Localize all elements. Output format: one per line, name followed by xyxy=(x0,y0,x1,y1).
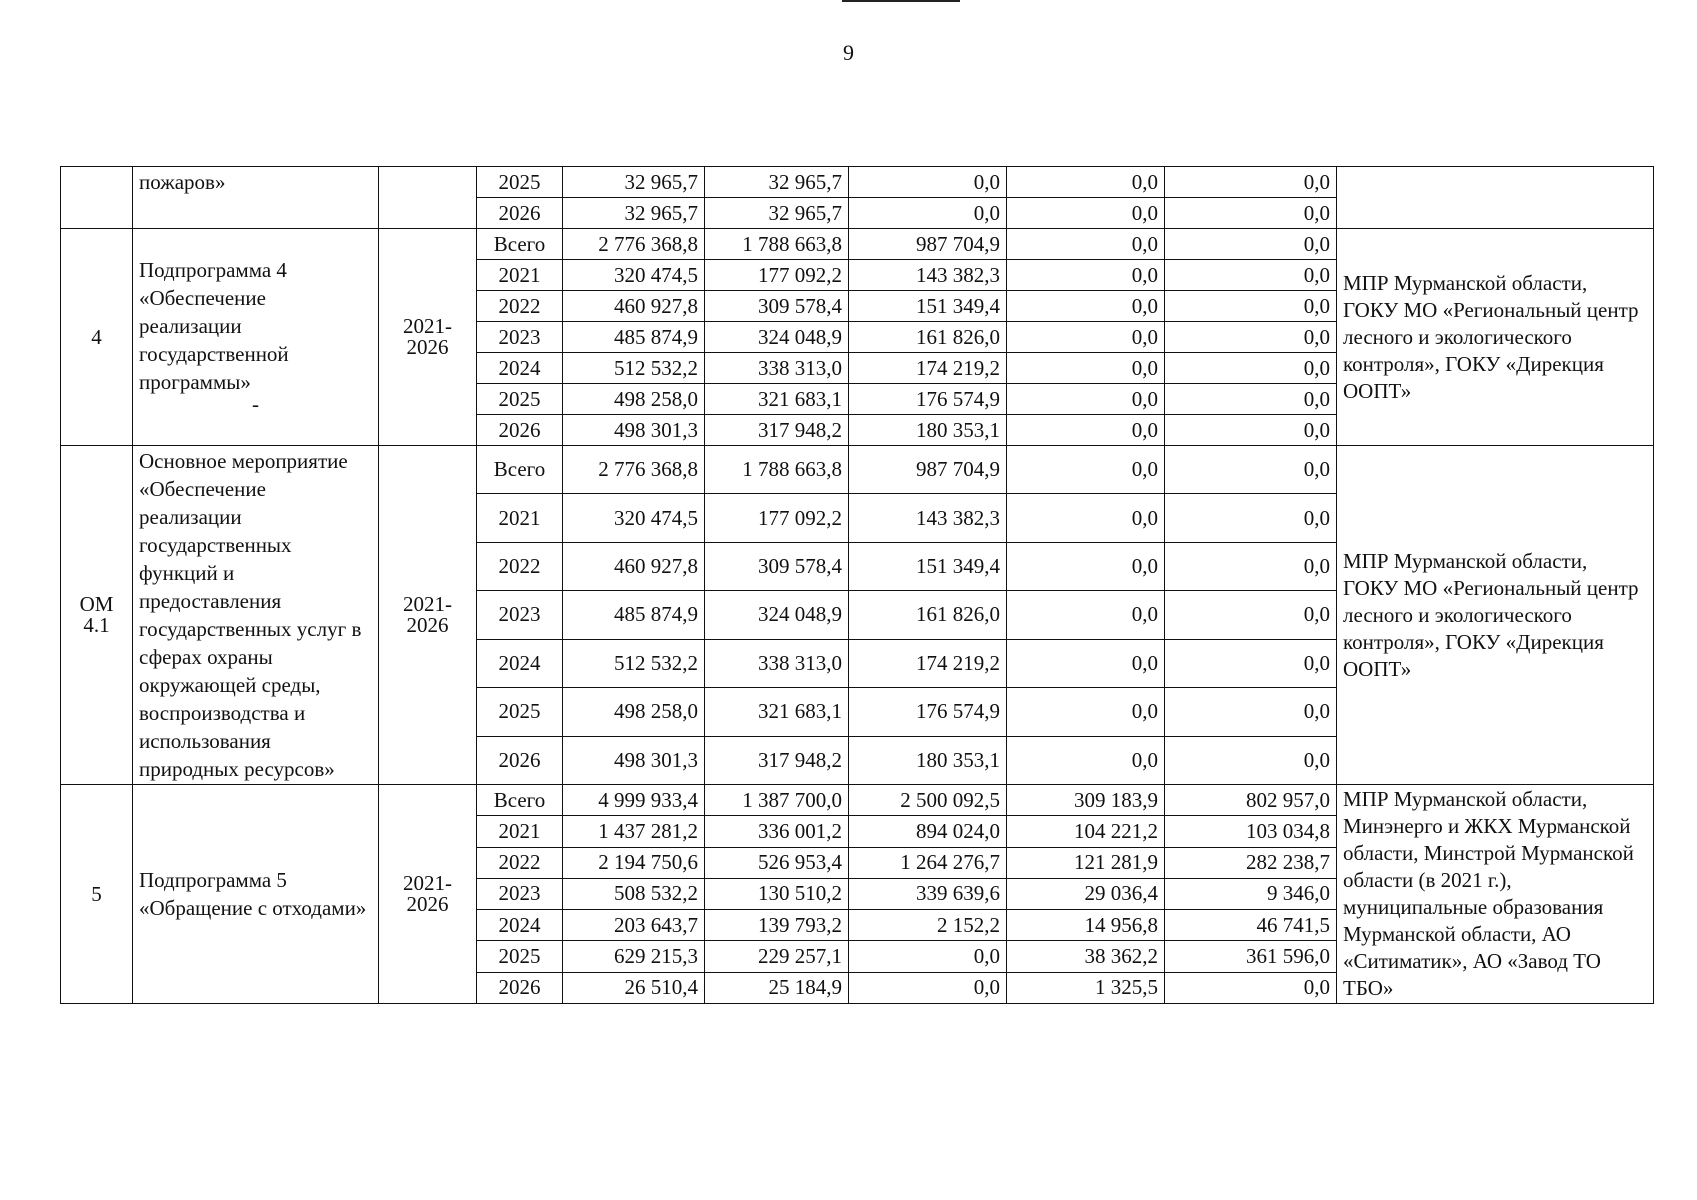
source-4-cell: 0,0 xyxy=(1165,353,1337,384)
source-2-cell: 174 219,2 xyxy=(849,639,1007,687)
source-2-cell: 0,0 xyxy=(849,941,1007,972)
source-4-cell: 0,0 xyxy=(1165,639,1337,687)
table-row xyxy=(61,785,1654,816)
source-4-cell: 0,0 xyxy=(1165,291,1337,322)
source-3-cell: 0,0 xyxy=(1007,446,1165,494)
source-2-cell: 0,0 xyxy=(849,167,1007,198)
source-2-cell: 143 382,3 xyxy=(849,494,1007,542)
row-number-cell xyxy=(61,167,133,229)
total-cell: 629 215,3 xyxy=(563,941,705,972)
year-cell: 2023 xyxy=(477,591,563,639)
source-4-cell: 0,0 xyxy=(1165,384,1337,415)
source-4-cell: 0,0 xyxy=(1165,260,1337,291)
year-cell: 2021 xyxy=(477,494,563,542)
year-cell: 2021 xyxy=(477,816,563,847)
name-mark: - xyxy=(252,392,259,416)
source-3-cell: 0,0 xyxy=(1007,167,1165,198)
table-row xyxy=(61,229,1654,260)
source-1-cell: 321 683,1 xyxy=(705,384,849,415)
source-3-cell: 1 325,5 xyxy=(1007,972,1165,1003)
source-2-cell: 161 826,0 xyxy=(849,591,1007,639)
year-cell: 2026 xyxy=(477,736,563,784)
source-1-cell: 317 948,2 xyxy=(705,736,849,784)
source-4-cell: 103 034,8 xyxy=(1165,816,1337,847)
year-cell: 2024 xyxy=(477,353,563,384)
source-2-cell: 987 704,9 xyxy=(849,446,1007,494)
table-body xyxy=(61,167,1654,1004)
source-1-cell: 324 048,9 xyxy=(705,322,849,353)
year-cell: 2023 xyxy=(477,322,563,353)
source-3-cell: 0,0 xyxy=(1007,322,1165,353)
source-2-cell: 176 574,9 xyxy=(849,384,1007,415)
source-2-cell: 180 353,1 xyxy=(849,415,1007,446)
source-1-cell: 336 001,2 xyxy=(705,816,849,847)
source-3-cell: 0,0 xyxy=(1007,736,1165,784)
source-4-cell: 0,0 xyxy=(1165,736,1337,784)
source-3-cell: 0,0 xyxy=(1007,291,1165,322)
year-cell: 2022 xyxy=(477,847,563,878)
total-cell: 4 999 933,4 xyxy=(563,785,705,816)
source-1-cell: 317 948,2 xyxy=(705,415,849,446)
source-4-cell: 0,0 xyxy=(1165,322,1337,353)
row-number-cell: ОМ 4.1 xyxy=(61,446,133,785)
source-1-cell: 324 048,9 xyxy=(705,591,849,639)
total-cell: 498 258,0 xyxy=(563,384,705,415)
source-2-cell: 174 219,2 xyxy=(849,353,1007,384)
source-2-cell: 151 349,4 xyxy=(849,291,1007,322)
row-number-cell: 4 xyxy=(61,229,133,446)
executor-cell: МПР Мурманской области, Минэнерго и ЖКХ Мурманской области, Минстрой Мурманской области (в 2021 г.), муниципальные образования Мурманской области, АО «Ситиматик», АО «Завод ТО ТБО» xyxy=(1337,785,1654,1004)
source-3-cell: 38 362,2 xyxy=(1007,941,1165,972)
source-1-cell: 309 578,4 xyxy=(705,291,849,322)
source-1-cell: 32 965,7 xyxy=(705,198,849,229)
source-3-cell: 0,0 xyxy=(1007,542,1165,590)
source-2-cell: 0,0 xyxy=(849,972,1007,1003)
source-3-cell: 0,0 xyxy=(1007,639,1165,687)
source-2-cell: 0,0 xyxy=(849,198,1007,229)
period-cell: 2021-2026 xyxy=(379,229,477,446)
year-cell: Всего xyxy=(477,446,563,494)
total-cell: 512 532,2 xyxy=(563,639,705,687)
year-cell: 2025 xyxy=(477,384,563,415)
total-cell: 320 474,5 xyxy=(563,494,705,542)
source-3-cell: 0,0 xyxy=(1007,353,1165,384)
source-3-cell: 0,0 xyxy=(1007,384,1165,415)
source-1-cell: 309 578,4 xyxy=(705,542,849,590)
source-2-cell: 143 382,3 xyxy=(849,260,1007,291)
source-2-cell: 2 500 092,5 xyxy=(849,785,1007,816)
executor-cell: МПР Мурманской области, ГОКУ МО «Региональный центр лесного и экологического контроля», ГОКУ «Дирекция ООПТ» xyxy=(1337,446,1654,785)
year-cell: 2025 xyxy=(477,167,563,198)
total-cell: 498 301,3 xyxy=(563,736,705,784)
executor-cell: МПР Мурманской области, ГОКУ МО «Региональный центр лесного и экологического контроля», ГОКУ «Дирекция ООПТ» xyxy=(1337,229,1654,446)
source-3-cell: 0,0 xyxy=(1007,229,1165,260)
period-cell xyxy=(379,167,477,229)
total-cell: 26 510,4 xyxy=(563,972,705,1003)
source-4-cell: 282 238,7 xyxy=(1165,847,1337,878)
source-2-cell: 151 349,4 xyxy=(849,542,1007,590)
table-row xyxy=(61,167,1654,198)
row-number-cell: 5 xyxy=(61,785,133,1004)
total-cell: 498 301,3 xyxy=(563,415,705,446)
total-cell: 1 437 281,2 xyxy=(563,816,705,847)
source-1-cell: 229 257,1 xyxy=(705,941,849,972)
total-cell: 32 965,7 xyxy=(563,167,705,198)
source-4-cell: 802 957,0 xyxy=(1165,785,1337,816)
source-1-cell: 338 313,0 xyxy=(705,353,849,384)
source-3-cell: 121 281,9 xyxy=(1007,847,1165,878)
year-cell: 2021 xyxy=(477,260,563,291)
source-3-cell: 14 956,8 xyxy=(1007,910,1165,941)
total-cell: 460 927,8 xyxy=(563,542,705,590)
total-cell: 2 776 368,8 xyxy=(563,446,705,494)
source-1-cell: 526 953,4 xyxy=(705,847,849,878)
year-cell: 2022 xyxy=(477,291,563,322)
source-4-cell: 46 741,5 xyxy=(1165,910,1337,941)
source-4-cell: 9 346,0 xyxy=(1165,878,1337,909)
source-3-cell: 0,0 xyxy=(1007,494,1165,542)
source-3-cell: 104 221,2 xyxy=(1007,816,1165,847)
source-1-cell: 130 510,2 xyxy=(705,878,849,909)
source-3-cell: 0,0 xyxy=(1007,591,1165,639)
source-1-cell: 139 793,2 xyxy=(705,910,849,941)
source-1-cell: 25 184,9 xyxy=(705,972,849,1003)
year-cell: Всего xyxy=(477,785,563,816)
program-name-cell: Подпрограмма 5 «Обращение с отходами» xyxy=(133,785,379,1004)
source-2-cell: 176 574,9 xyxy=(849,688,1007,736)
table-row xyxy=(61,446,1654,494)
source-3-cell: 29 036,4 xyxy=(1007,878,1165,909)
year-cell: 2022 xyxy=(477,542,563,590)
total-cell: 508 532,2 xyxy=(563,878,705,909)
source-1-cell: 1 788 663,8 xyxy=(705,229,849,260)
source-3-cell: 309 183,9 xyxy=(1007,785,1165,816)
source-2-cell: 161 826,0 xyxy=(849,322,1007,353)
source-4-cell: 361 596,0 xyxy=(1165,941,1337,972)
source-3-cell: 0,0 xyxy=(1007,688,1165,736)
source-1-cell: 177 092,2 xyxy=(705,260,849,291)
source-2-cell: 339 639,6 xyxy=(849,878,1007,909)
source-2-cell: 987 704,9 xyxy=(849,229,1007,260)
program-name-cell: Основное мероприятие «Обеспечение реализации государственных функций и предоставления государственных услуг в сферах охраны окружающей среды, воспроизводства и использования природных ресурсов» xyxy=(133,446,379,785)
source-4-cell: 0,0 xyxy=(1165,542,1337,590)
total-cell: 460 927,8 xyxy=(563,291,705,322)
source-4-cell: 0,0 xyxy=(1165,591,1337,639)
source-4-cell: 0,0 xyxy=(1165,167,1337,198)
executor-cell xyxy=(1337,167,1654,229)
year-cell: 2024 xyxy=(477,639,563,687)
source-3-cell: 0,0 xyxy=(1007,415,1165,446)
year-cell: 2023 xyxy=(477,878,563,909)
source-1-cell: 1 788 663,8 xyxy=(705,446,849,494)
source-1-cell: 321 683,1 xyxy=(705,688,849,736)
total-cell: 203 643,7 xyxy=(563,910,705,941)
total-cell: 498 258,0 xyxy=(563,688,705,736)
source-1-cell: 338 313,0 xyxy=(705,639,849,687)
total-cell: 32 965,7 xyxy=(563,198,705,229)
year-cell: Всего xyxy=(477,229,563,260)
source-4-cell: 0,0 xyxy=(1165,972,1337,1003)
total-cell: 2 776 368,8 xyxy=(563,229,705,260)
year-cell: 2026 xyxy=(477,972,563,1003)
total-cell: 485 874,9 xyxy=(563,322,705,353)
source-4-cell: 0,0 xyxy=(1165,198,1337,229)
year-cell: 2025 xyxy=(477,941,563,972)
total-cell: 2 194 750,6 xyxy=(563,847,705,878)
source-4-cell: 0,0 xyxy=(1165,446,1337,494)
source-2-cell: 2 152,2 xyxy=(849,910,1007,941)
source-1-cell: 32 965,7 xyxy=(705,167,849,198)
year-cell: 2025 xyxy=(477,688,563,736)
program-name-cell: пожаров» xyxy=(133,167,379,229)
source-4-cell: 0,0 xyxy=(1165,415,1337,446)
source-3-cell: 0,0 xyxy=(1007,198,1165,229)
source-4-cell: 0,0 xyxy=(1165,494,1337,542)
total-cell: 485 874,9 xyxy=(563,591,705,639)
year-cell: 2026 xyxy=(477,198,563,229)
page-number: 9 xyxy=(843,40,854,65)
source-1-cell: 1 387 700,0 xyxy=(705,785,849,816)
total-cell: 512 532,2 xyxy=(563,353,705,384)
year-cell: 2024 xyxy=(477,910,563,941)
source-2-cell: 180 353,1 xyxy=(849,736,1007,784)
source-4-cell: 0,0 xyxy=(1165,688,1337,736)
top-rule xyxy=(842,0,960,2)
program-name-cell: Подпрограмма 4 «Обеспечение реализации государственной программы» - xyxy=(133,229,379,446)
source-4-cell: 0,0 xyxy=(1165,229,1337,260)
source-2-cell: 894 024,0 xyxy=(849,816,1007,847)
source-1-cell: 177 092,2 xyxy=(705,494,849,542)
total-cell: 320 474,5 xyxy=(563,260,705,291)
period-cell: 2021-2026 xyxy=(379,446,477,785)
budget-table xyxy=(60,166,1654,1004)
source-2-cell: 1 264 276,7 xyxy=(849,847,1007,878)
source-3-cell: 0,0 xyxy=(1007,260,1165,291)
period-cell: 2021-2026 xyxy=(379,785,477,1004)
year-cell: 2026 xyxy=(477,415,563,446)
